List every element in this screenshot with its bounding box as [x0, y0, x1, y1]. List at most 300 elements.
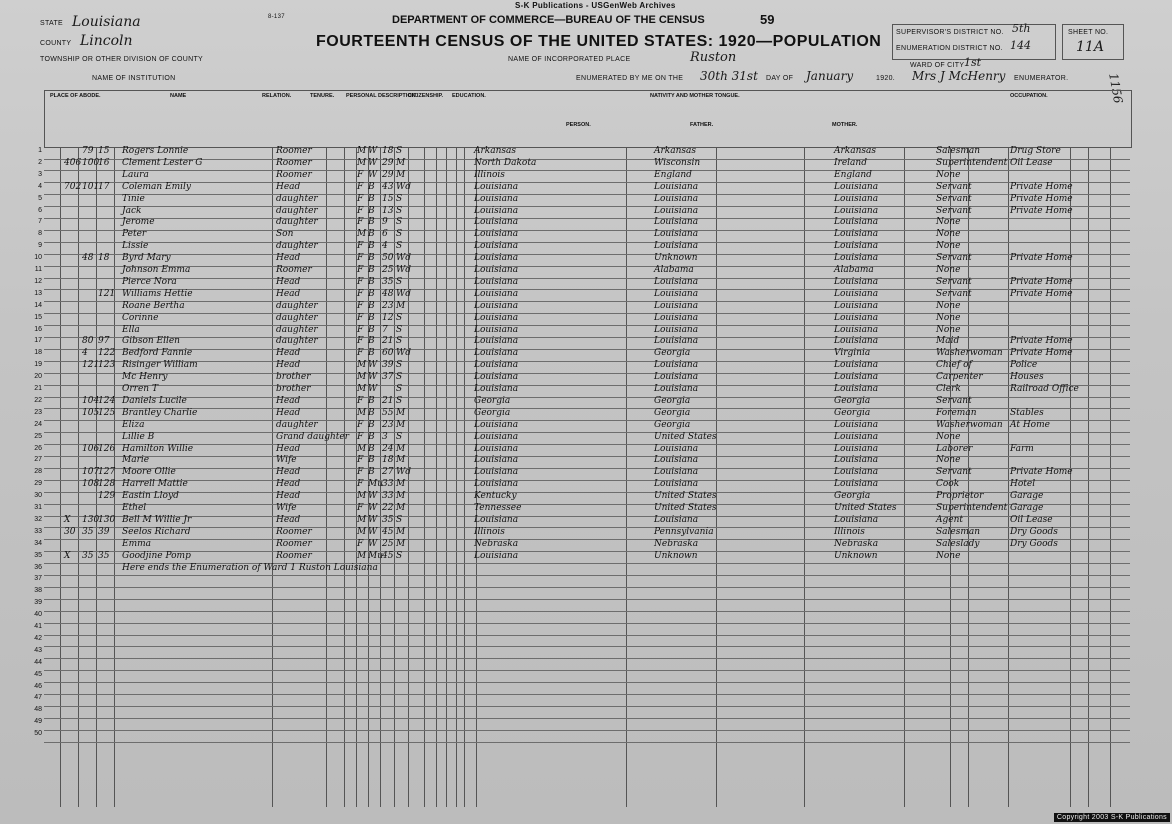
cell-dwell: 104 [82, 395, 100, 406]
cell-fam: 123 [98, 360, 116, 371]
cell-pob: Louisiana [474, 514, 519, 525]
cell-name: Roane Bertha [122, 300, 185, 311]
cell-name: Jack [122, 205, 142, 216]
cell-fpob: Louisiana [654, 241, 699, 252]
cell-fpob: Unknown [654, 253, 698, 264]
row-number: 40 [34, 611, 42, 619]
cell-occ: Clerk [936, 384, 961, 394]
sheet-stamp: 59 [760, 12, 775, 27]
group-occupation: OCCUPATION. [1010, 93, 1048, 99]
group-relation: RELATION. [262, 93, 292, 99]
cell-occ: None [936, 265, 961, 275]
cell-age: 22 [382, 503, 394, 513]
group-place-of-abode: PLACE OF ABODE. [50, 93, 101, 99]
cell-rel: Head [276, 443, 301, 454]
cell-occ: None [936, 324, 961, 335]
cell-ind: Police [1010, 360, 1038, 371]
cell-rel: daughter [276, 193, 318, 204]
cell-name: Peter [122, 229, 147, 240]
cell-rel: Head [276, 407, 301, 418]
cell-ind: Private Home [1010, 205, 1073, 216]
cell-fam: 18 [98, 253, 110, 264]
cell-name: Here ends the Enumeration of Ward 1 Ruston Louisiana [122, 562, 378, 573]
cell-race: B [368, 407, 375, 418]
cell-sex: F [357, 455, 364, 466]
cell-occ: None [936, 455, 961, 466]
cell-rel: Roomer [276, 550, 312, 561]
cell-ind: Private Home [1010, 276, 1073, 287]
cell-fam: 17 [98, 181, 110, 192]
cell-pob: Louisiana [474, 205, 519, 216]
row-number: 14 [34, 301, 42, 309]
cell-occ: None [936, 312, 961, 323]
cell-age: 55 [382, 407, 394, 418]
cell-name: Marie [122, 455, 150, 466]
cell-mpob: Louisiana [834, 455, 879, 466]
cell-ms: M [396, 503, 406, 513]
cell-fpob: United States [654, 503, 717, 513]
cell-race: W [368, 503, 378, 513]
row-number: 37 [34, 575, 42, 583]
cell-race: W [368, 514, 378, 525]
cell-occ: Maid [936, 336, 960, 347]
cell-name: Daniels Lucile [122, 395, 187, 406]
cell-fpob: Alabama [654, 265, 694, 275]
cell-pob: Louisiana [474, 288, 519, 299]
row-number: 2 [38, 158, 42, 166]
cell-mpob: Nebraska [834, 538, 879, 549]
cell-mpob: Louisiana [834, 360, 879, 371]
cell-mpob: Louisiana [834, 276, 879, 287]
cell-pob: Louisiana [474, 336, 519, 347]
cell-race: W [368, 372, 378, 383]
cell-ind: Houses [1010, 372, 1044, 383]
cell-fam: 127 [98, 467, 116, 478]
cell-fpob: Georgia [654, 407, 691, 418]
department-heading: DEPARTMENT OF COMMERCE—BUREAU OF THE CENSUS [392, 14, 705, 26]
cell-ind: Private Home [1010, 336, 1073, 347]
cell-name: Mc Henry [122, 372, 168, 383]
cell-pob: Louisiana [474, 384, 519, 394]
cell-pob: Louisiana [474, 431, 519, 442]
cell-race: W [368, 169, 378, 180]
row-number: 34 [34, 539, 42, 547]
cell-sex: M [357, 372, 367, 383]
cell-mpob: England [834, 169, 872, 180]
row-number: 31 [34, 504, 42, 511]
state-value: Louisiana [72, 14, 141, 30]
cell-mpob: Louisiana [834, 241, 879, 252]
cell-rel: daughter [276, 336, 318, 347]
cell-rel: Wife [276, 503, 297, 513]
cell-age: 15 [382, 193, 394, 204]
cell-rel: daughter [276, 241, 318, 252]
cell-occ: Washerwoman [936, 419, 1003, 430]
table-row [34, 706, 1130, 719]
cell-dwell: 80 [82, 336, 94, 347]
cell-ms: S [396, 193, 403, 204]
margin-code: 1156 [1106, 72, 1126, 105]
cell-age: 24 [382, 443, 394, 454]
cell-occ: Proprietor [936, 491, 984, 502]
cell-dwell: 48 [82, 253, 94, 264]
cell-mpob: Louisiana [834, 336, 879, 347]
cell-age: 4 [382, 241, 388, 252]
table-row [34, 599, 1130, 612]
table-row [34, 718, 1130, 731]
cell-age: 33 [382, 479, 394, 490]
cell-race: B [368, 288, 375, 299]
group-nativity: NATIVITY AND MOTHER TONGUE. [650, 93, 740, 99]
cell-dwell: 100 [82, 157, 100, 168]
cell-ms: S [396, 229, 403, 240]
cell-dwell: 35 [82, 526, 94, 537]
cell-fpob: Wisconsin [654, 157, 701, 168]
cell-mpob: Georgia [834, 395, 871, 406]
cell-fpob: Louisiana [654, 193, 699, 204]
row-number: 43 [34, 646, 42, 654]
cell-sex: M [357, 146, 367, 156]
cell-ms: S [396, 431, 403, 442]
cell-fpob: Louisiana [654, 217, 699, 228]
cell-mpob: Virginia [834, 348, 871, 359]
cell-rel: Roomer [276, 526, 312, 537]
cell-fpob: Nebraska [654, 538, 699, 549]
cell-sex: F [357, 503, 364, 513]
cell-ind: Garage [1010, 503, 1044, 513]
cell-race: B [368, 395, 375, 406]
cell-sex: M [357, 229, 367, 240]
cell-mpob: United States [834, 503, 897, 513]
county-value: Lincoln [80, 33, 133, 49]
row-number: 10 [34, 254, 42, 262]
cell-ms: S [396, 205, 403, 216]
cell-ms: M [396, 538, 406, 549]
cell-ms: S [396, 312, 403, 323]
cell-mpob: Louisiana [834, 193, 879, 204]
cell-occ: Superintendent [936, 157, 1008, 168]
row-number: 30 [34, 492, 42, 500]
row-number: 35 [34, 551, 42, 559]
cell-sex: F [357, 193, 364, 204]
row-number: 48 [34, 706, 42, 714]
cell-name: Brantley Charlie [122, 407, 198, 418]
county-label: COUNTY [40, 40, 72, 47]
cell-mpob: Louisiana [834, 467, 879, 478]
cell-house: 702 [64, 181, 82, 192]
cell-ms: S [396, 395, 403, 406]
cell-name: Clement Lester G [122, 157, 203, 168]
cell-fpob: United States [654, 431, 717, 442]
cell-occ: None [936, 550, 961, 561]
group-education: EDUCATION. [452, 93, 486, 99]
enum-district-label: ENUMERATION DISTRICT NO. [896, 45, 1003, 52]
cell-fam: 122 [98, 348, 116, 359]
cell-race: B [368, 217, 375, 228]
table-row [34, 670, 1130, 684]
cell-fpob: Louisiana [654, 288, 699, 299]
cell-occ: Servant [936, 253, 972, 264]
cell-race: B [368, 419, 375, 430]
cell-mpob: Georgia [834, 407, 871, 418]
cell-pob: Louisiana [474, 265, 519, 275]
cell-sex: M [357, 443, 367, 454]
cell-sex: M [357, 157, 367, 168]
cell-pob: Louisiana [474, 241, 519, 252]
cell-name: Laura [122, 169, 149, 180]
cell-fam: 121 [98, 288, 116, 299]
cell-ms: S [396, 550, 403, 561]
cell-pob: Louisiana [474, 300, 519, 311]
cell-name: Risinger William [122, 360, 198, 371]
cell-pob: Louisiana [474, 193, 519, 204]
cell-house: 30 [64, 526, 76, 537]
cell-pob: Louisiana [474, 443, 519, 454]
cell-name: Pierce Nora [122, 276, 177, 287]
cell-ind: Oil Lease [1010, 157, 1053, 168]
row-number: 11 [34, 266, 42, 273]
cell-age: 45 [382, 526, 394, 537]
cell-mpob: Unknown [834, 550, 878, 561]
group-name: NAME [170, 93, 187, 99]
cell-mpob: Louisiana [834, 229, 879, 240]
cell-ms: S [396, 336, 403, 347]
cell-occ: Servant [936, 288, 972, 299]
cell-age: 45 [382, 550, 394, 561]
cell-pob: Louisiana [474, 550, 519, 561]
row-number: 47 [34, 694, 42, 702]
cell-fam: 126 [98, 443, 116, 454]
cell-race: W [368, 146, 378, 156]
cell-fam: 129 [98, 491, 116, 502]
cell-ind: Private Home [1010, 181, 1073, 192]
cell-fpob: Louisiana [654, 443, 699, 454]
cell-name: Williams Hettie [122, 288, 193, 299]
cell-fpob: Georgia [654, 419, 691, 430]
cell-race: W [368, 526, 378, 537]
cell-race: B [368, 336, 375, 347]
cell-mpob: Louisiana [834, 443, 879, 454]
cell-age: 9 [382, 217, 388, 228]
cell-pob: Louisiana [474, 229, 519, 240]
row-number: 15 [34, 313, 42, 321]
row-number: 33 [34, 527, 42, 535]
cell-name: Tinie [122, 193, 145, 204]
cell-rel: Roomer [276, 265, 312, 275]
cell-mpob: Louisiana [834, 479, 879, 490]
row-number: 16 [34, 325, 42, 333]
cell-ind: At Home [1010, 419, 1050, 430]
cell-occ: Servant [936, 467, 972, 478]
row-number: 44 [34, 658, 42, 666]
cell-rel: Grand daughter [276, 431, 350, 442]
row-number: 25 [34, 432, 42, 440]
cell-occ: Carpenter [936, 372, 983, 383]
cell-rel: Head [276, 348, 301, 359]
table-row [34, 562, 1130, 577]
cell-ms: Wd [396, 467, 412, 478]
cell-fpob: Louisiana [654, 324, 699, 335]
cell-race: B [368, 312, 375, 323]
cell-occ: None [936, 241, 961, 252]
table-row [34, 694, 1130, 707]
row-number: 7 [38, 218, 42, 226]
cell-rel: Head [276, 276, 301, 287]
cell-pob: Arkansas [474, 146, 517, 156]
cell-race: B [368, 193, 375, 204]
cell-race: B [368, 324, 375, 335]
cell-sex: F [357, 241, 364, 252]
cell-fpob: Louisiana [654, 372, 699, 383]
cell-ms: Wd [396, 348, 412, 359]
cell-occ: Servant [936, 205, 972, 216]
cell-rel: Head [276, 514, 301, 525]
cell-race: B [368, 443, 375, 454]
cell-sex: F [357, 300, 364, 311]
cell-ms: M [396, 407, 406, 418]
table-row [34, 682, 1130, 696]
row-number: 27 [34, 456, 42, 464]
cell-sex: F [357, 467, 364, 478]
cell-sex: F [357, 479, 364, 490]
cell-fpob: Georgia [654, 395, 691, 406]
cell-race: W [368, 538, 378, 549]
cell-occ: Servant [936, 193, 972, 204]
cell-name: Eliza [122, 419, 145, 430]
cell-rel: Head [276, 479, 301, 490]
cell-fpob: Louisiana [654, 455, 699, 466]
cell-rel: Head [276, 181, 301, 192]
cell-name: Corinne [122, 312, 159, 323]
cell-sex: M [357, 384, 367, 394]
page-title: FOURTEENTH CENSUS OF THE UNITED STATES: 1920—POPULATION [316, 33, 882, 50]
cell-name: Lillie B [122, 431, 155, 442]
cell-pob: North Dakota [474, 157, 537, 168]
cell-pob: Georgia [474, 395, 511, 406]
row-number: 4 [38, 182, 42, 190]
cell-fpob: England [654, 169, 692, 180]
cell-ind: Private Home [1010, 288, 1073, 299]
cell-rel: Roomer [276, 538, 312, 549]
row-number: 23 [34, 408, 42, 416]
cell-pob: Louisiana [474, 312, 519, 323]
cell-occ: None [936, 300, 961, 311]
cell-race: W [368, 157, 378, 168]
cell-rel: daughter [276, 312, 318, 323]
cell-rel: Head [276, 467, 301, 478]
cell-race: B [368, 253, 375, 264]
cell-sex: F [357, 217, 364, 228]
cell-name: Gibson Ellen [122, 336, 180, 347]
cell-mpob: Georgia [834, 491, 871, 502]
group-personal-description: PERSONAL DESCRIPTION. [346, 93, 418, 99]
enumerator-name: Mrs J McHenry [912, 69, 1006, 83]
cell-mpob: Louisiana [834, 253, 879, 264]
cell-name: Ethel [122, 503, 147, 513]
cell-race: W [368, 491, 378, 502]
cell-fam: 124 [98, 395, 116, 406]
cell-sex: F [357, 431, 364, 442]
cell-fpob: Louisiana [654, 181, 699, 192]
cell-pob: Tennessee [474, 503, 522, 513]
cell-pob: Louisiana [474, 467, 519, 478]
cell-race: B [368, 348, 375, 359]
row-number: 50 [34, 730, 42, 738]
cell-name: Emma [122, 538, 152, 549]
cell-rel: Wife [276, 455, 297, 466]
cell-house: X [64, 514, 71, 525]
cell-sex: F [357, 538, 364, 549]
cell-age: 13 [382, 205, 394, 216]
cell-occ: None [936, 229, 961, 240]
cell-mpob: Louisiana [834, 312, 879, 323]
cell-age: 29 [382, 169, 394, 180]
cell-mpob: Arkansas [834, 146, 877, 156]
cell-name: Rogers Lonnie [122, 146, 189, 156]
row-number: 39 [34, 599, 42, 607]
top-banner: S-K Publications - USGenWeb Archives [515, 1, 676, 10]
cell-ms: S [396, 514, 403, 525]
cell-name: Bell M Willie Jr [122, 514, 192, 525]
row-number: 22 [34, 396, 42, 404]
cell-pob: Louisiana [474, 181, 519, 192]
enumerated-day: 30th 31st [700, 69, 758, 83]
row-number: 36 [34, 563, 42, 571]
row-number: 45 [34, 670, 42, 678]
enumerator-label: ENUMERATOR. [1014, 75, 1069, 82]
cell-rel: daughter [276, 217, 318, 228]
cell-race: B [368, 300, 375, 311]
cell-sex: M [357, 407, 367, 418]
cell-ind: Private Home [1010, 193, 1073, 204]
cell-occ: Saleslady [936, 538, 980, 549]
row-number: 38 [34, 587, 42, 595]
cell-occ: Washerwoman [936, 348, 1003, 359]
table-row [34, 623, 1130, 636]
cell-pob: Illinois [474, 169, 505, 180]
cell-name: Jerome [122, 217, 155, 228]
cell-dwell: 35 [82, 550, 94, 561]
cell-occ: Laborer [936, 443, 973, 454]
cell-name: Eastin Lloyd [122, 491, 179, 502]
cell-pob: Louisiana [474, 360, 519, 371]
enumerated-label: ENUMERATED BY ME ON THE [576, 75, 684, 82]
cell-rel: daughter [276, 300, 318, 311]
cell-rel: Roomer [276, 169, 312, 180]
cell-name: Lissie [122, 241, 149, 252]
row-number: 28 [34, 468, 42, 476]
group-tenure: TENURE. [310, 93, 335, 99]
cell-ms: Wd [396, 253, 412, 264]
column-header [44, 90, 1132, 148]
subgroup-person: PERSON. [566, 122, 591, 128]
cell-race: B [368, 241, 375, 252]
cell-fpob: Louisiana [654, 336, 699, 347]
cell-ind: Garage [1010, 491, 1044, 502]
cell-sex: F [357, 169, 364, 180]
cell-fpob: United States [654, 491, 717, 502]
cell-ms: S [396, 324, 403, 335]
cell-dwell: 108 [82, 479, 100, 490]
cell-fam: 39 [98, 526, 110, 537]
cell-occ: None [936, 169, 961, 180]
place-label: NAME OF INCORPORATED PLACE [508, 56, 631, 63]
cell-age: 6 [382, 229, 388, 240]
cell-age: 43 [382, 181, 394, 192]
cell-age: 25 [382, 538, 394, 549]
cell-fam: 16 [98, 157, 110, 168]
cell-ms: M [396, 491, 406, 502]
